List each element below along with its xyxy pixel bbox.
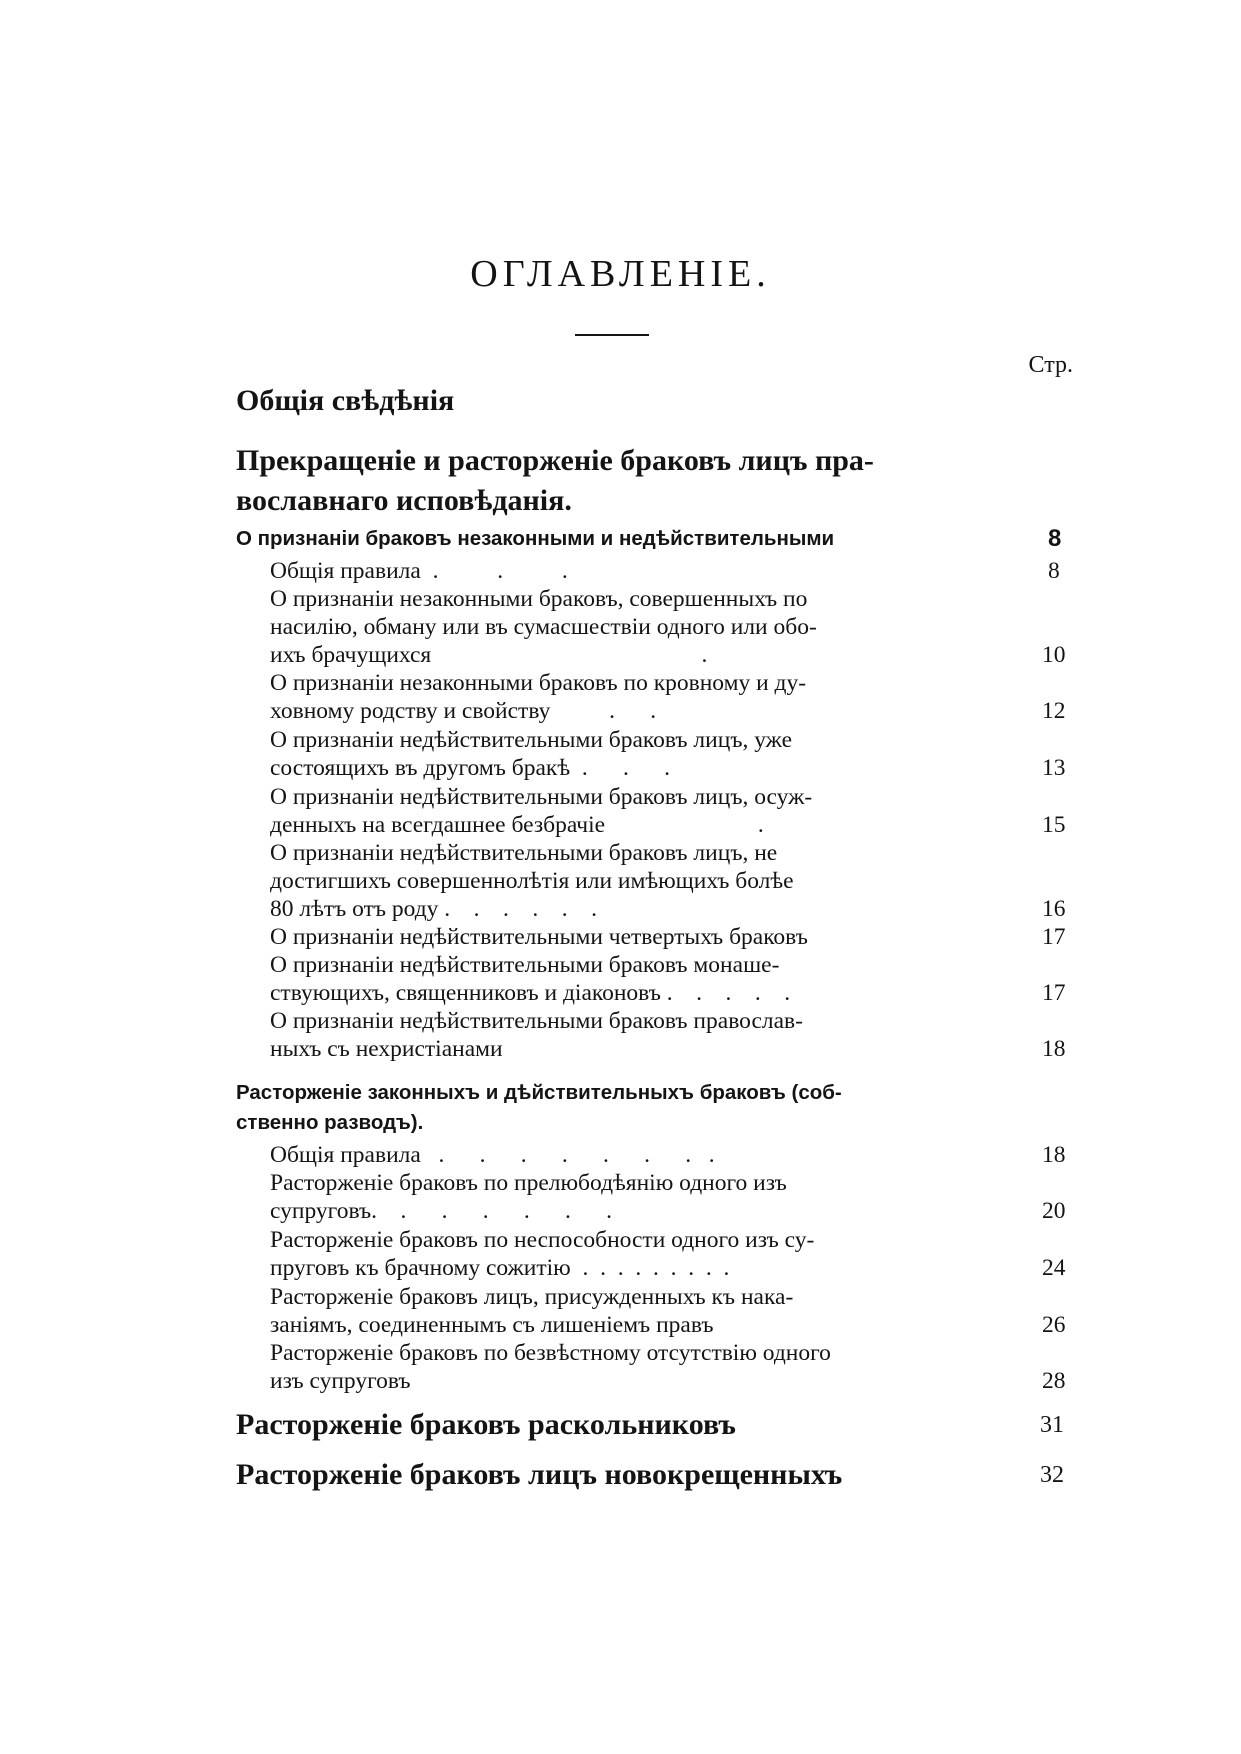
section-title: вославнаго исповѣданія. [236, 484, 572, 517]
section-title: Общія свѣдѣнія [236, 384, 455, 417]
section-title: Расторженіе браковъ лицъ новокрещенныхъ [236, 1458, 843, 1491]
page-number: 15 [1042, 812, 1066, 838]
item-text: супруговъ. . . . . . . [270, 1198, 612, 1224]
page-number: 18 [1042, 1142, 1066, 1168]
item-text: ныхъ съ нехристіанами [270, 1036, 503, 1062]
subsection-title: О признаніи браковъ незаконными и недѣйствительными [236, 527, 835, 550]
section-title: Расторженіе браковъ раскольниковъ [236, 1408, 736, 1441]
subsection-title: Расторженіе законныхъ и дѣйствительныхъ браковъ (соб- [236, 1081, 842, 1104]
page-number: 17 [1042, 924, 1066, 950]
page-number: 28 [1042, 1368, 1066, 1394]
item-text: О признаніи недѣйствительными браковъ православ- [270, 1008, 803, 1034]
item-text: Общія правила . . . [270, 558, 568, 584]
item-text: О признаніи недѣйствительными четвертыхъ браковъ [270, 924, 808, 950]
item-text: Расторженіе браковъ лицъ, присужденныхъ къ нака- [270, 1284, 794, 1310]
item-text: ствующихъ, священниковъ и діаконовъ . . . . . [270, 980, 791, 1006]
page-number: 24 [1042, 1255, 1066, 1281]
item-text: Расторженіе браковъ по прелюбодѣянію одного изъ [270, 1170, 787, 1196]
page-number: 12 [1042, 698, 1066, 724]
item-text: заніямъ, соединеннымъ съ лишеніемъ правъ [270, 1312, 714, 1338]
item-text: изъ супруговъ [270, 1368, 411, 1394]
page-number: 16 [1042, 896, 1066, 922]
page-title: ОГЛАВЛЕНІЕ. [470, 253, 771, 295]
item-text: О признаніи незаконными браковъ, совершенныхъ по [270, 586, 808, 612]
item-text: О признаніи недѣйствительными браковъ монаше- [270, 952, 780, 978]
item-text: достигшихъ совершеннолѣтія или имѣющихъ болѣе [270, 868, 794, 894]
item-text: ховному родству и свойству . . [270, 698, 657, 724]
page-number: 8 [1048, 558, 1060, 584]
item-text: ихъ брачущихся . [270, 642, 708, 668]
item-text: 80 лѣтъ отъ роду . . . . . . [270, 896, 598, 922]
page-number: 17 [1042, 980, 1066, 1006]
page-number: 8 [1048, 525, 1062, 552]
item-text: Общія правила . . . . . . . . [270, 1142, 715, 1168]
page-number: 26 [1042, 1312, 1066, 1338]
item-text: О признаніи незаконными браковъ по кровному и ду- [270, 670, 807, 696]
page-column-header: Стр. [1028, 352, 1073, 378]
item-text: Расторженіе браковъ по неспособности одного изъ су- [270, 1227, 815, 1253]
item-text: Расторженіе браковъ по безвѣстному отсутствію одного [270, 1340, 831, 1366]
item-text: пруговъ къ брачному сожитію . . . . . . . . . [270, 1255, 730, 1281]
page-number: 20 [1042, 1198, 1066, 1224]
section-title: Прекращеніе и расторженіе браковъ лицъ пра- [236, 444, 874, 477]
page-number: 32 [1040, 1462, 1064, 1488]
page-number: 18 [1042, 1036, 1066, 1062]
item-text: О признаніи недѣйствительными браковъ лицъ, уже [270, 727, 793, 753]
title-rule [575, 334, 649, 336]
page-number: 10 [1042, 642, 1066, 668]
page-number: 31 [1040, 1412, 1064, 1438]
item-text: насилію, обману или въ сумасшествіи одного или обо- [270, 614, 817, 640]
page-number: 13 [1042, 755, 1066, 781]
item-text: О признаніи недѣйствительными браковъ лицъ, не [270, 840, 778, 866]
subsection-title: ственно разводъ). [236, 1111, 424, 1134]
item-text: денныхъ на всегдашнее безбрачіе . [270, 812, 764, 838]
item-text: О признаніи недѣйствительными браковъ лицъ, осуж- [270, 784, 813, 810]
item-text: состоящихъ въ другомъ бракѣ . . . [270, 755, 670, 781]
